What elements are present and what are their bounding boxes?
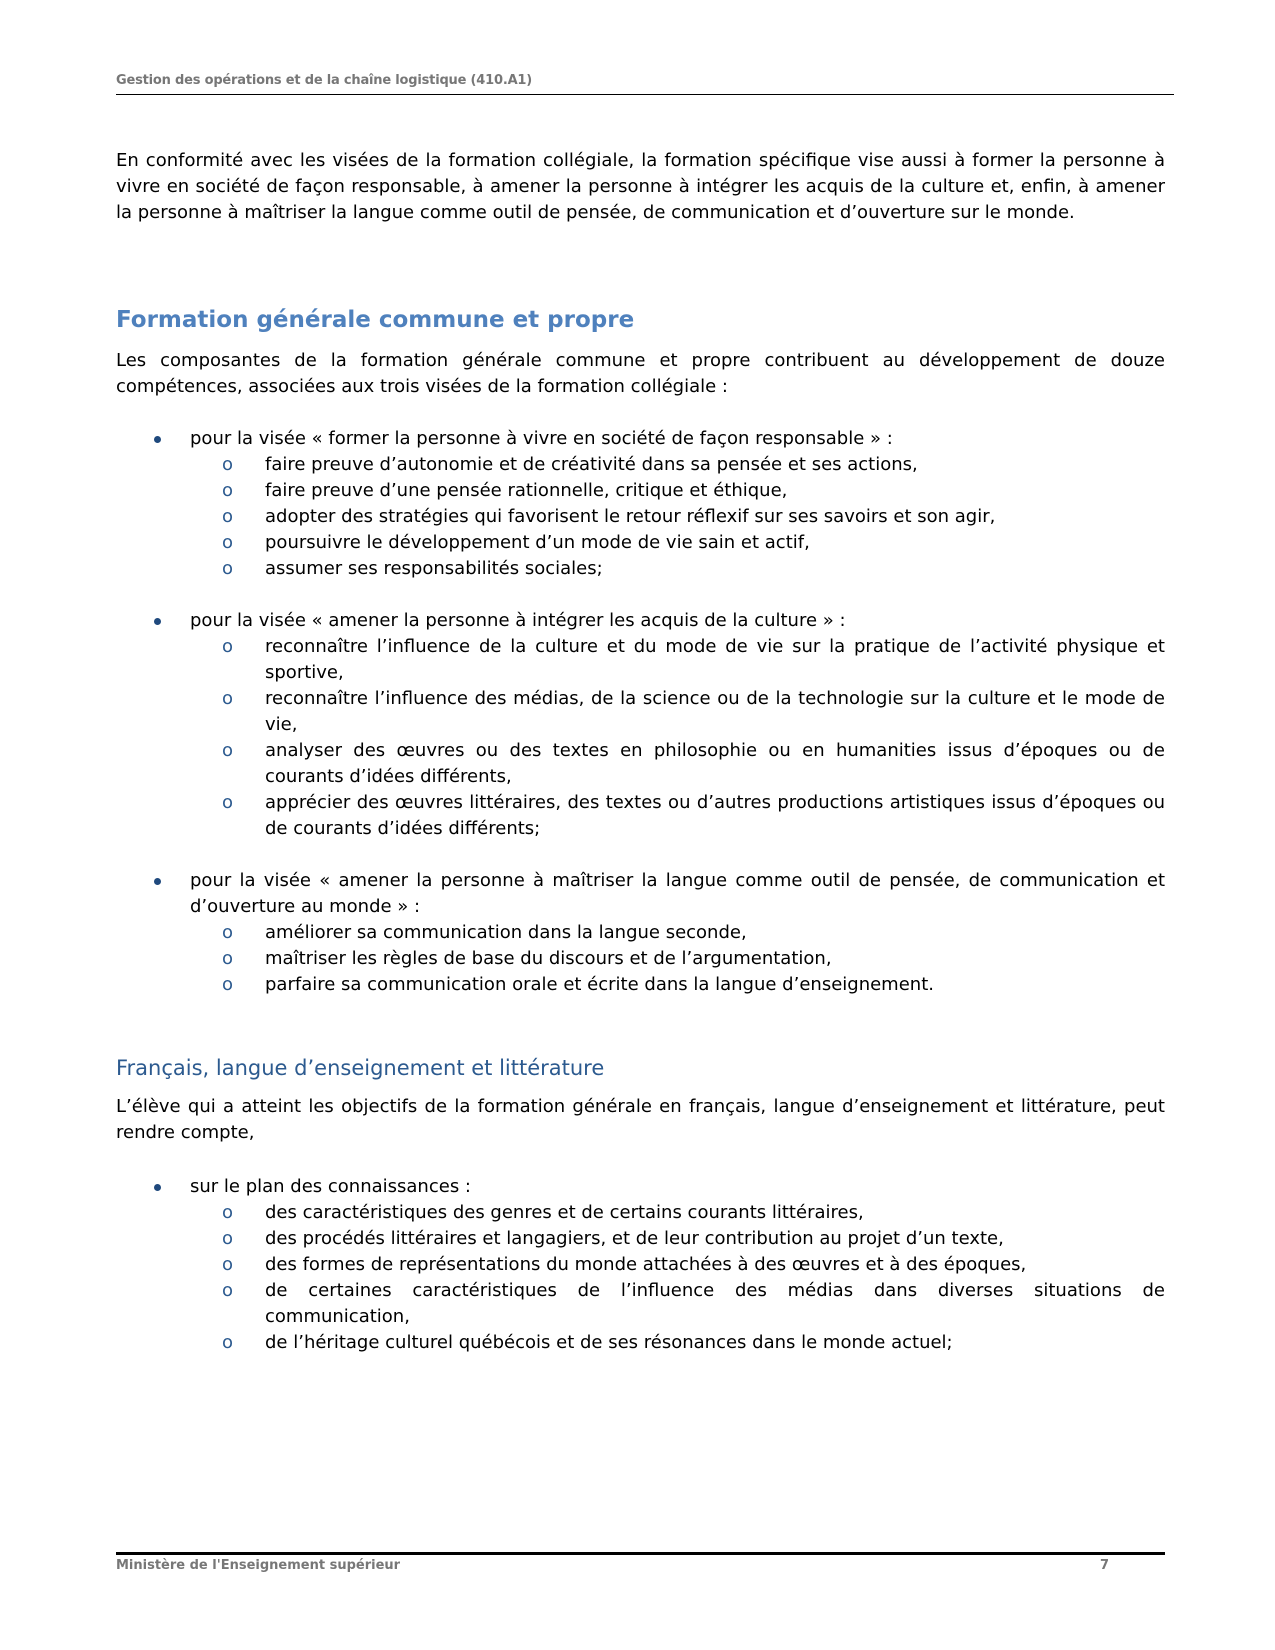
section-paragraph: L’élève qui a atteint les objectifs de la formation générale en français, langue d’enseignement et littérature, peut rendre compte, xyxy=(116,1096,1165,1143)
sub-bullet-text: améliorer sa communication dans la langue seconde, xyxy=(265,922,747,943)
sub-bullet-text: de certaines caractéristiques de l’influence des médias dans diverses situations de communication, xyxy=(265,1280,1165,1327)
section-heading-francais: Français, langue d’enseignement et littérature xyxy=(116,1056,605,1080)
circle-bullet-icon: o xyxy=(222,532,234,553)
sub-bullet-text: adopter des stratégies qui favorisent le retour réflexif sur ses savoirs et son agir, xyxy=(265,506,996,527)
circle-bullet-icon: o xyxy=(222,480,234,501)
bullet-item xyxy=(116,426,1165,582)
sub-bullet-item xyxy=(190,504,1165,530)
footer-divider xyxy=(116,1552,1165,1555)
running-header: Gestion des opérations et de la chaîne logistique (410.A1) xyxy=(116,73,533,88)
circle-bullet-icon: o xyxy=(222,636,234,657)
sub-bullet-item xyxy=(190,972,1165,998)
bullet-dot-icon xyxy=(154,1184,161,1191)
bullet-text: pour la visée « amener la personne à intégrer les acquis de la culture » : xyxy=(190,610,846,631)
circle-bullet-icon: o xyxy=(222,948,234,969)
sub-bullet-text: des procédés littéraires et langagiers, et de leur contribution au projet d’un texte, xyxy=(265,1228,1004,1249)
circle-bullet-icon: o xyxy=(222,688,234,709)
competences-list xyxy=(116,426,1165,998)
circle-bullet-icon: o xyxy=(222,1280,234,1301)
circle-bullet-icon: o xyxy=(222,792,234,813)
section-heading-formation-generale: Formation générale commune et propre xyxy=(116,307,635,333)
sub-bullet-item xyxy=(190,1252,1165,1278)
sub-bullet-text: analyser des œuvres ou des textes en philosophie ou en humanities issus d’époques ou de courants d’idées différents, xyxy=(265,740,1165,787)
sub-bullet-item xyxy=(190,946,1165,972)
sub-bullet-text: assumer ses responsabilités sociales; xyxy=(265,558,603,579)
sub-bullet-text: reconnaître l’influence de la culture et du mode de vie sur la pratique de l’activité physique et sportive, xyxy=(265,636,1165,683)
sub-bullet-text: des caractéristiques des genres et de certains courants littéraires, xyxy=(265,1202,864,1223)
circle-bullet-icon: o xyxy=(222,740,234,761)
circle-bullet-icon: o xyxy=(222,1254,234,1275)
section-paragraph: Les composantes de la formation générale commune et propre contribuent au développement de douze compétences, associées aux trois visées de la formation collégiale : xyxy=(116,350,1165,397)
page-number: 7 xyxy=(1100,1558,1110,1573)
sub-bullet-item xyxy=(190,1200,1165,1226)
sub-bullet-item xyxy=(190,920,1165,946)
sub-bullet-item xyxy=(190,556,1165,582)
sub-bullet-item xyxy=(190,1278,1165,1330)
sub-bullet-item xyxy=(190,1226,1165,1252)
sub-bullet-text: apprécier des œuvres littéraires, des textes ou d’autres productions artistiques issus d’époques ou de courants d’idées différents; xyxy=(265,792,1165,839)
bullet-dot-icon xyxy=(154,618,161,625)
sub-bullet-item xyxy=(190,478,1165,504)
sub-bullet-text: poursuivre le développement d’un mode de vie sain et actif, xyxy=(265,532,810,553)
sub-bullet-item xyxy=(190,634,1165,686)
knowledge-list xyxy=(116,1174,1165,1356)
sub-bullet-text: parfaire sa communication orale et écrite dans la langue d’enseignement. xyxy=(265,974,934,995)
sub-bullet-text: faire preuve d’une pensée rationnelle, critique et éthique, xyxy=(265,480,788,501)
sub-bullet-item xyxy=(190,530,1165,556)
bullet-text: pour la visée « former la personne à vivre en société de façon responsable » : xyxy=(190,428,893,449)
circle-bullet-icon: o xyxy=(222,974,234,995)
sub-bullet-item xyxy=(190,1330,1165,1356)
sub-bullet-text: faire preuve d’autonomie et de créativité dans sa pensée et ses actions, xyxy=(265,454,918,475)
bullet-item xyxy=(116,608,1165,842)
circle-bullet-icon: o xyxy=(222,506,234,527)
sub-bullet-item xyxy=(190,738,1165,790)
footer-publisher: Ministère de l'Enseignement supérieur xyxy=(116,1558,401,1573)
sub-bullet-item xyxy=(190,790,1165,842)
header-divider xyxy=(116,94,1174,95)
sub-bullet-text: reconnaître l’influence des médias, de la science ou de la technologie sur la culture et le mode de vie, xyxy=(265,688,1165,735)
circle-bullet-icon: o xyxy=(222,1202,234,1223)
intro-paragraph: En conformité avec les visées de la formation collégiale, la formation spécifique vise aussi à former la personne à vivre en société de façon responsable, à amener la personne à intégrer les acquis de la culture et, enfin, à amener la personne à maîtriser la langue comme outil de pensée, de communication et d’ouverture sur le monde. xyxy=(116,150,1165,223)
bullet-item xyxy=(116,868,1165,998)
circle-bullet-icon: o xyxy=(222,558,234,579)
sub-bullet-text: de l’héritage culturel québécois et de ses résonances dans le monde actuel; xyxy=(265,1332,953,1353)
circle-bullet-icon: o xyxy=(222,1228,234,1249)
sub-bullet-item xyxy=(190,686,1165,738)
bullet-dot-icon xyxy=(154,436,161,443)
bullet-text: pour la visée « amener la personne à maîtriser la langue comme outil de pensée, de communication et d’ouverture au monde » : xyxy=(190,870,1165,917)
sub-bullet-item xyxy=(190,452,1165,478)
sub-bullet-text: maîtriser les règles de base du discours et de l’argumentation, xyxy=(265,948,832,969)
circle-bullet-icon: o xyxy=(222,922,234,943)
sub-bullet-text: des formes de représentations du monde attachées à des œuvres et à des époques, xyxy=(265,1254,1027,1275)
circle-bullet-icon: o xyxy=(222,454,234,475)
circle-bullet-icon: o xyxy=(222,1332,234,1353)
bullet-item xyxy=(116,1174,1165,1356)
bullet-dot-icon xyxy=(154,878,161,885)
bullet-text: sur le plan des connaissances : xyxy=(190,1176,471,1197)
